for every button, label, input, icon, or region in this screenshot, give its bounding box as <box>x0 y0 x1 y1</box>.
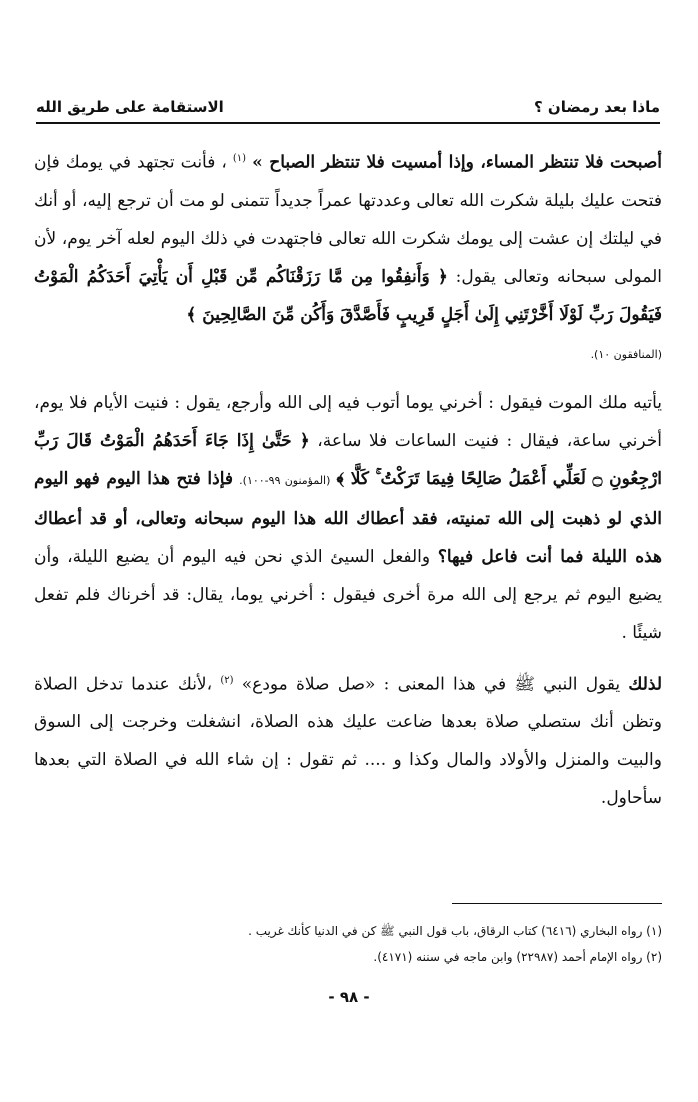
p2-verse-reference: (المؤمنون ٩٩-١٠٠). <box>239 473 331 487</box>
p1-text: ، فأنت تجتهد في يومك فإن فتحت عليك بليلة شكرت الله تعالى وعددتها عمراً جديداً تتمنى لو مت أن ترجع إليه، أو أنك في ليلتك إن عشت إلى يومك شكرت الله تعالى فاجتهدت في ذلك اليوم لعله آخر يوم، لأن المولى سبحانه وتعالى يقول: <box>34 152 663 287</box>
footnotes <box>34 918 662 970</box>
header-left-title: الاستقامة على طريق الله <box>36 98 224 116</box>
p2-quran-verse: ﴿ حَتَّىٰ إِذَا جَاءَ أَحَدَهُمُ الْمَوْتُ قَالَ رَبِّ ارْجِعُونِ ۝ لَعَلِّي أَعْمَلُ صَالِحًا فِيمَا تَرَكْتُ ۚ كَلَّا ﴾ <box>34 430 663 489</box>
page-number: - ٩٨ - <box>328 988 370 1006</box>
p2-text-a: يأتيه ملك الموت فيقول : أخرني يوما أتوب فيه إلى الله وأرجع، يقول : فنيت الأيام فلا يوم، أخرني ساعة، فيقال : فنيت الساعات فلا ساعة، <box>34 392 662 451</box>
running-header <box>36 86 660 116</box>
footnote-1: (١) رواه البخاري (٦٤١٦) كتاب الرقاق، باب قول النبي ﷺ كن في الدنيا كأنك غريب . <box>248 924 662 938</box>
footnote-rule <box>452 903 662 904</box>
paragraph-1 <box>34 140 662 374</box>
p1-verse-reference: (المنافقون ١٠). <box>590 347 662 361</box>
header-right-title: ماذا بعد رمضان ؟ <box>533 98 660 116</box>
p1-lead-bold: أصبحت فلا تنتظر المساء، وإذا أمسيت فلا تنتظر الصباح » <box>252 152 663 173</box>
p2-text-b: والفعل السيئ الذي نحن فيه اليوم أن يضيع الليلة، وأن يضيع اليوم ثم يرجع إلى الله مرة أخرى فيقول : أخرني يوما، يقال: قد أخرناك فلم تفعل شيئًا . <box>34 546 662 643</box>
footnote-2: (٢) رواه الإمام أحمد (٢٢٩٨٧) وابن ماجه في سننه (٤١٧١). <box>373 950 662 964</box>
paragraph-3 <box>34 662 662 818</box>
p3-lead-bold: لذلك <box>628 674 663 695</box>
footnote-marker-1: (١) <box>232 153 247 164</box>
p1-quran-verse: ﴿ وَأَنفِقُوا مِن مَّا رَزَقْنَاكُم مِّن قَبْلِ أَن يَأْتِيَ أَحَدَكُمُ الْمَوْتُ فَيَقُولَ رَبِّ لَوْلَا أَخَّرْتَنِي إِلَىٰ أَجَلٍ قَرِيبٍ فَأَصَّدَّقَ وَأَكُن مِّنَ الصَّالِحِينَ ﴾ <box>34 266 662 325</box>
body-text <box>34 140 662 817</box>
footnote-marker-2: (٢) <box>220 674 234 686</box>
p3-text-b: ،لأنك عندما تدخل الصلاة وتظن أنك ستصلي صلاة بعدها ضاعت عليك هذه الصلاة، انشغلت وخرجت إلى السوق والبيت والمنزل والأولاد والمال وكذا و .... ثم تقول : إن شاء الله في الصلاة التي بعدها سأحاول. <box>34 674 662 809</box>
p3-text-a: يقول النبي ﷺ في هذا المعنى : «صل صلاة مودع» <box>241 674 621 695</box>
p2-bold-text: فإذا فتح هذا اليوم فهو اليوم الذي لو ذهبت إلى الله تمنيته، فقد أعطاك الله هذا اليوم سبحانه وتعالى، أو قد أعطاك هذه الليلة فما أنت فاعل فيها؟ <box>34 468 662 567</box>
paragraph-2 <box>34 384 662 652</box>
header-rule <box>36 122 660 124</box>
